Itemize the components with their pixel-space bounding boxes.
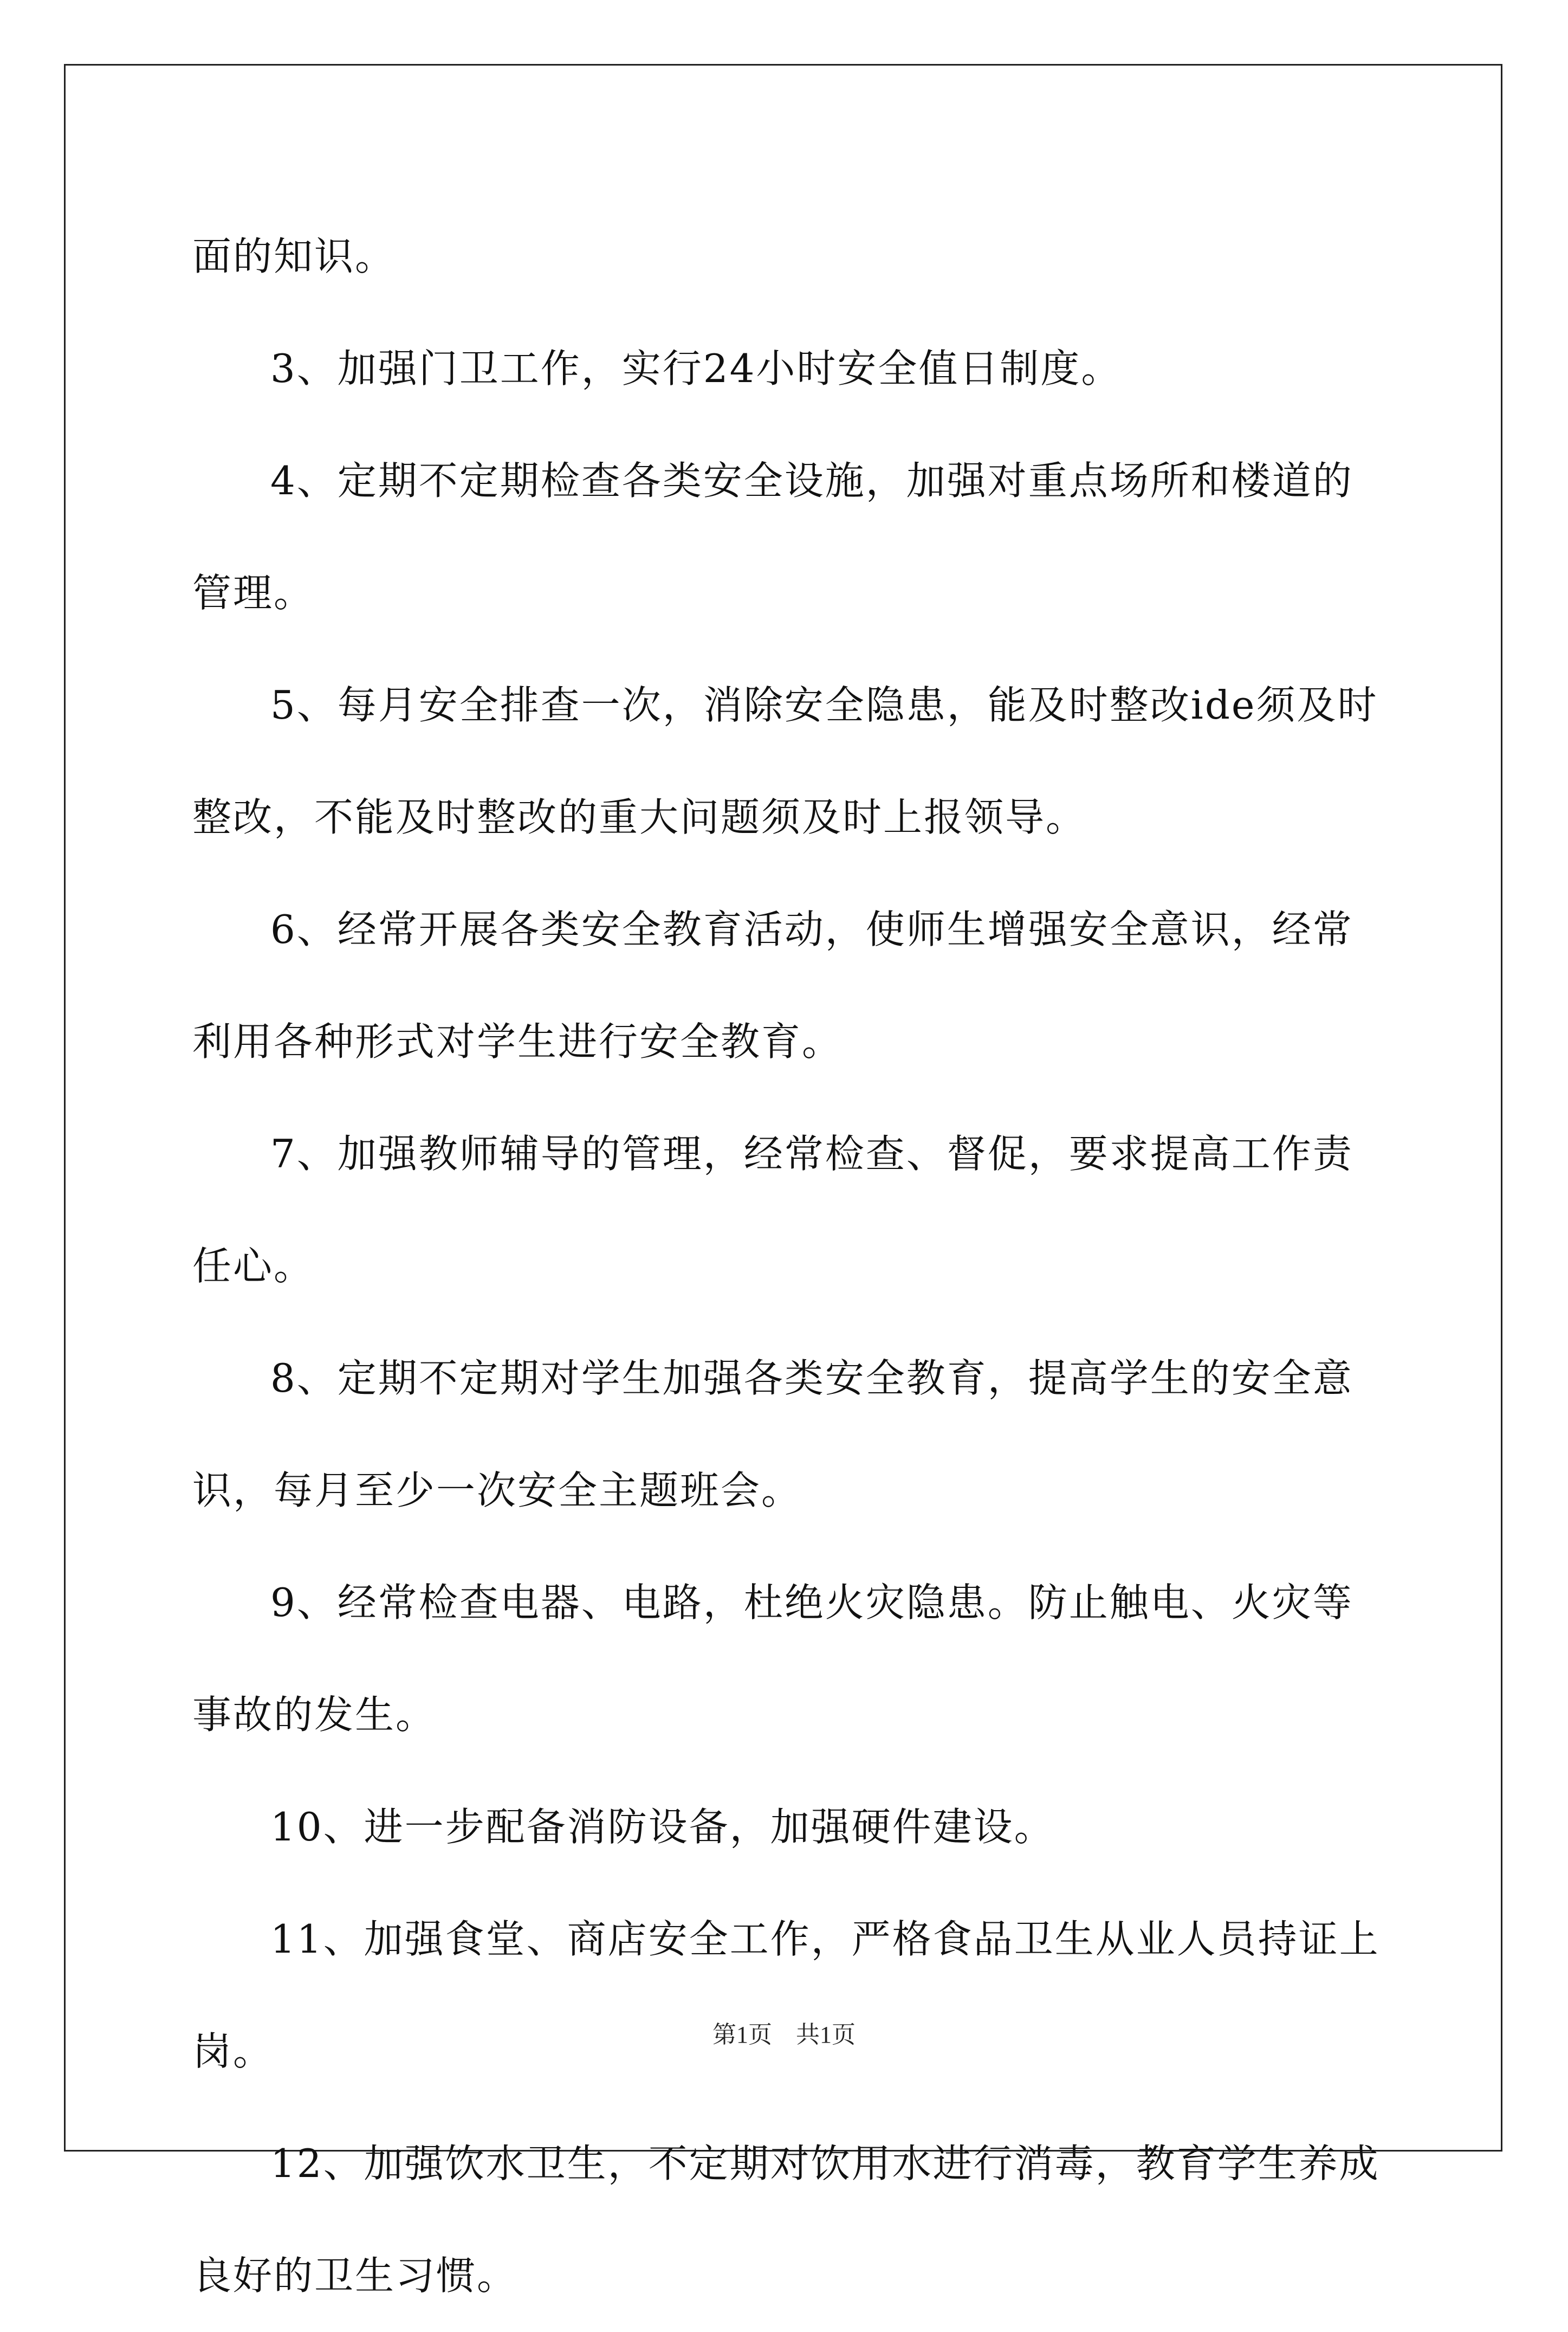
paragraph: 12、加强饮水卫生，不定期对饮用水进行消毒，教育学生养成良好的卫生习惯。 xyxy=(192,2141,1380,2298)
paragraph: 11、加强食堂、商店安全工作，严格食品卫生从业人员持证上岗。 xyxy=(192,1916,1380,2074)
paragraph: 9、经常检查电器、电路，杜绝火灾隐患。防止触电、火灾等事故的发生。 xyxy=(192,1580,1353,1737)
document-body xyxy=(192,201,1384,2332)
paragraph: 6、经常开展各类安全教育活动，使师生增强安全意识，经常利用各种形式对学生进行安全教育。 xyxy=(192,907,1353,1064)
paragraph: 10、进一步配备消防设备，加强硬件建设。 xyxy=(270,1804,1055,1850)
paragraph: 8、定期不定期对学生加强各类安全教育，提高学生的安全意识，每月至少一次安全主题班会。 xyxy=(192,1355,1353,1513)
paragraph: 3、加强门卫工作，实行24小时安全值日制度。 xyxy=(270,346,1122,391)
paragraph: 4、定期不定期检查各类安全设施，加强对重点场所和楼道的管理。 xyxy=(192,458,1353,616)
paragraph: 7、加强教师辅导的管理，经常检查、督促，要求提高工作责任心。 xyxy=(192,1131,1353,1289)
page-footer xyxy=(0,2019,1568,2051)
paragraph: 5、每月安全排查一次，消除安全隐患，能及时整改ide须及时整改，不能及时整改的重大问题须及时上报领导。 xyxy=(192,682,1378,840)
page-number-label: 第1页 共1页 xyxy=(712,2021,856,2048)
paragraph: 面的知识。 xyxy=(192,234,396,279)
